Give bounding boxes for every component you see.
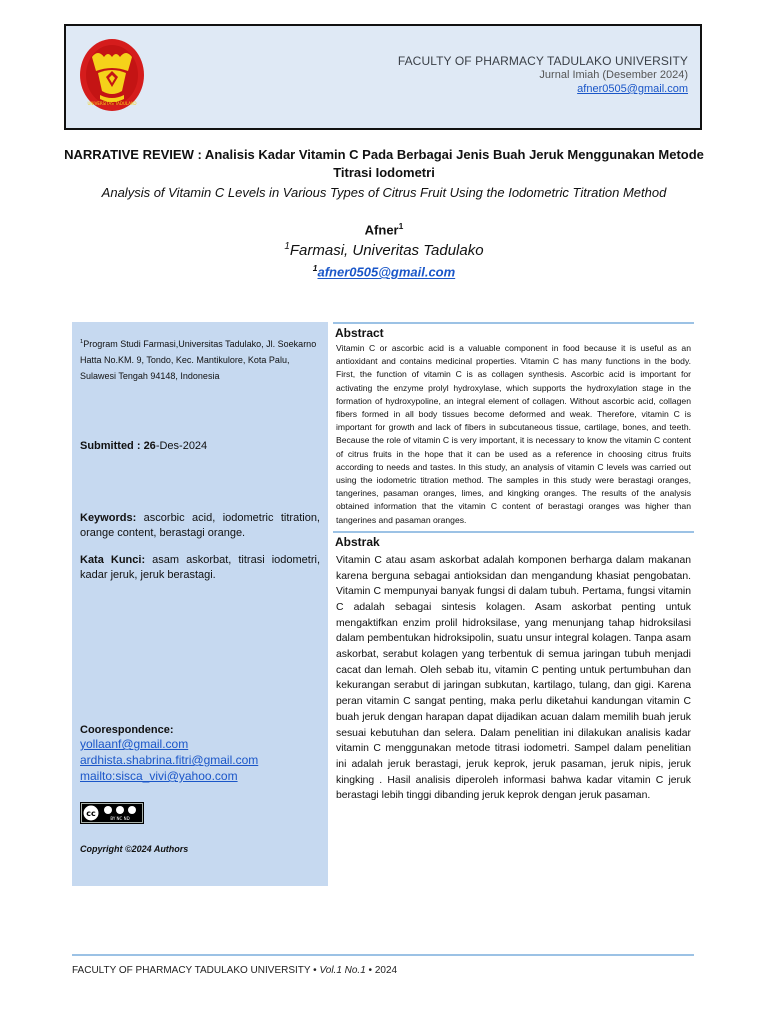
abstrak-heading: Abstrak	[333, 531, 694, 551]
copyright-notice: Copyright ©2024 Authors	[80, 844, 189, 854]
university-logo	[78, 35, 146, 113]
correspondence-email-3[interactable]: mailto:sisca_vivi@yahoo.com	[80, 769, 238, 783]
affiliation-note: $^1$Program Studi Farmasi,Universitas Tadulako, Jl. Soekarno Hatta No.KM. 9, Tondo, Kec. Mantikulore, Kota Palu, Sulawesi Tengah 94148, Indonesia	[80, 339, 317, 381]
header-email-link[interactable]: afner0505@gmail.com	[577, 83, 688, 95]
svg-text:BY NC ND: BY NC ND	[110, 816, 130, 821]
author-name: Afner$^1$	[364, 221, 404, 238]
journal-header	[64, 24, 702, 130]
submitted-date: Submitted : 26-Des-2024	[80, 440, 208, 452]
title-block	[64, 146, 704, 280]
author-email: $^1$afner0505@gmail.com	[312, 263, 456, 280]
article-info-sidebar	[72, 322, 328, 886]
abstract-text: Vitamin C or ascorbic acid is a valuable component in food because it is useful as an antioxidant and contains medicinal properties. Vitamin C has many functions in the body. First, the function of vitamin C is as collagen synthesis. Ascorbic acid is important for activating the enzyme prolyl hydroxylase, which supports the hydroxylation stage in the formation of hydroxypoline, an integral element of collagen. Without ascorbic acid, collagen fibers formed in all body tissues become deformed and weak. Therefore, vitamin C is important for growth and lack of fibers in subcutaneous tissue, cartilage, bones, and teeth. Because the role of vitamin C is very important, it is necessary to know the vitamin C content of citrus fruits in the hope that it can be used as a reference in choosing citrus fruits according to needs and tastes. In this study, an analysis of vitamin C levels was carried out using the iodometric titration method. The samples in this study were berastagi oranges, tangerines, pasaman oranges, limes, and kingking oranges. The results of the analysis obtained information that the vitamin C content of berastagi oranges was higher than tangerines and pasaman oranges.	[336, 343, 691, 525]
correspondence	[80, 724, 258, 784]
author-email-link[interactable]: afner0505@gmail.com	[317, 264, 456, 280]
footer-divider	[72, 954, 694, 956]
correspondence-email-2[interactable]: ardhista.shabrina.fitri@gmail.com	[80, 753, 259, 767]
author-affiliation: $^1$Farmasi, Univeritas Tadulako	[284, 241, 484, 260]
header-text	[398, 54, 688, 95]
abstract-column	[333, 322, 694, 804]
page-footer: FACULTY OF PHARMACY TADULAKO UNIVERSITY • Vol.1 No.1 • 2024	[72, 965, 398, 976]
faculty-title: FACULTY OF PHARMACY TADULAKO UNIVERSITY	[397, 54, 688, 68]
svg-text:UNIVERSITAS TADULAKO: UNIVERSITAS TADULAKO	[87, 101, 137, 106]
svg-text:cc: cc	[86, 809, 96, 818]
correspondence-label: Coorespondence:	[80, 724, 174, 736]
correspondence-email-1[interactable]: yollaanf@gmail.com	[80, 737, 189, 751]
keywords: Keywords: ascorbic acid, iodometric titration, orange content, berastagi orange.	[80, 512, 320, 539]
cc-license-icon	[80, 802, 144, 824]
paper-title-indonesian: NARRATIVE REVIEW : Analisis Kadar Vitamin C Pada Berbagai Jenis Buah Jeruk Menggunakan Metode Titrasi Iodometri	[64, 147, 704, 180]
journal-subtitle: Jurnal Imiah (Desember 2024)	[539, 69, 688, 81]
paper-title-english: Analysis of Vitamin C Levels in Various Types of Citrus Fruit Using the Iodometric Titration Method	[101, 185, 667, 200]
kata-kunci: Kata Kunci: asam askorbat, titrasi iodometri, kadar jeruk, jeruk berastagi.	[80, 554, 320, 581]
abstract-heading: Abstract	[333, 322, 694, 342]
abstrak-text: Vitamin C atau asam askorbat adalah komponen berharga dalam makanan karena berguna sebagai antioksidan dan mengandung khasiat pengobatan. Vitamin C mempunyai banyak fungsi di dalam tubuh. Pertama, fungsi vitamin C adalah sebagai sintesis kolagen. Asam askorbat penting untuk mengaktifkan enzim prolil hidroksilase, yang menunjang tahap hidroksilasi dalam pembentukan hidroksipolin, suatu unsur integral kolagen. Tanpa asam askorbat, serabut kolagen yang terbentuk di semua jaringan tubuh menjadi cacat dan lemah. Oleh sebab itu, vitamin C penting untuk pertumbuhan dan kekurangan serabut di jaringan subkutan, kartilago, tulang, dan gigi. Karena peran vitamin C sangat penting, maka perlu diketahui kandungan vitamin C buah jeruk dengan harapan dapat dijadikan acuan dalam memilih buah jeruk sesuai kebutuhan dan selera. Dalam penelitian ini dilakukan analisis kadar vitamin C menggunakan metode titrasi iodometri. Sampel dalam penelitian ini adalah jeruk berastagi, jeruk keprok, jeruk pasaman, jeruk nipis, jeruk kingking . Hasil analisis diperoleh informasi bahwa kadar vitamin C jeruk berastagi lebih tinggi dibanding jeruk keprok dengan jeruk pasaman.	[336, 554, 691, 802]
